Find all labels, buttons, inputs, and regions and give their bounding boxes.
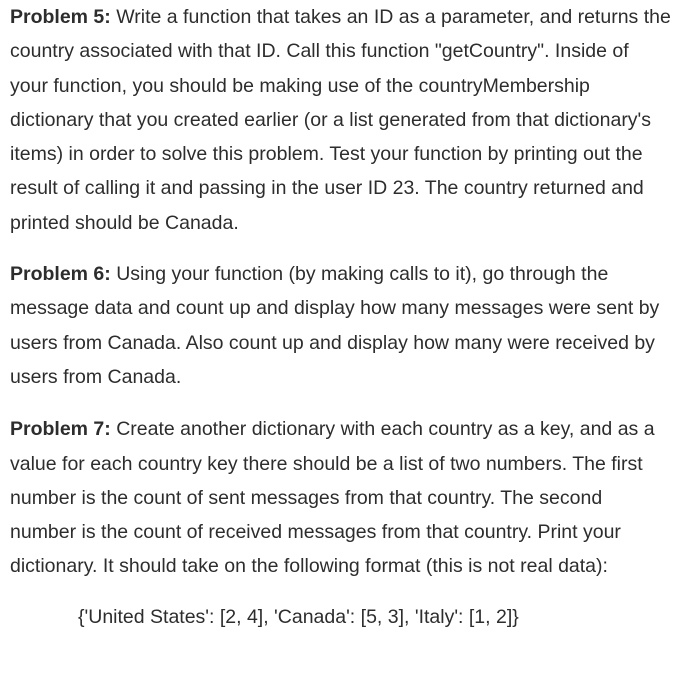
problem-7 <box>10 412 671 583</box>
problem-6-label: Problem 6: <box>10 263 111 286</box>
problem-5 <box>10 0 671 240</box>
problem-6-text: Using your function (by making calls to it), go through the message data and count up and display how many messages were sent by users from Canada. Also count up and display how many were received by users from Canada. <box>10 263 660 388</box>
problem-7-label: Problem 7: <box>10 418 111 441</box>
problem-6 <box>10 257 671 394</box>
example-output: {'United States': [2, 4], 'Canada': [5, 3], 'Italy': [1, 2]} <box>78 605 519 628</box>
problem-5-text: Write a function that takes an ID as a parameter, and returns the country associated with that ID. Call this function "getCountry". Inside of your function, you should be making use of the countryMembership dictionary that you created earlier (or a list generated from that dictionary's items) in order to solve this problem. Test your function by printing out the result of calling it and passing in the user ID 23. The country returned and printed should be Canada. <box>10 6 671 234</box>
problem-5-label: Problem 5: <box>10 6 111 28</box>
problem-7-text: Create another dictionary with each country as a key, and as a value for each country key there should be a list of two numbers. The first number is the count of sent messages from that country. The second number is the count of received messages from that country. Print your dictionary. It should take on the following format (this is not real data): <box>10 418 655 578</box>
